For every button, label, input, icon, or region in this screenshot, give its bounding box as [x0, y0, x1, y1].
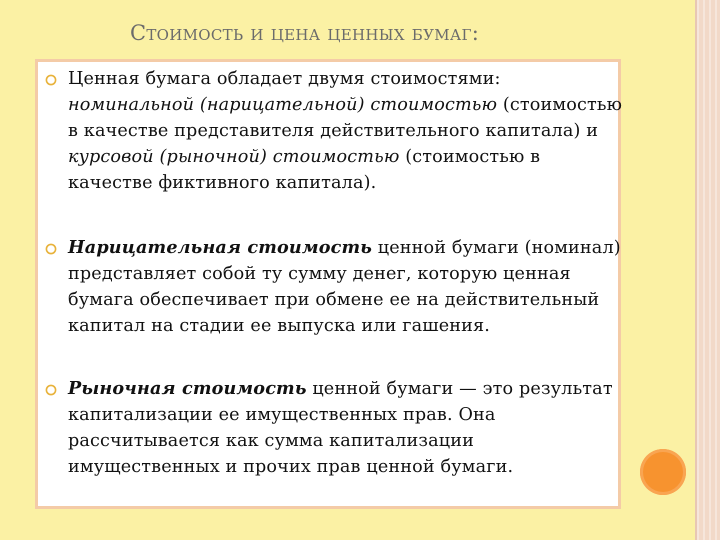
circle-outline-icon	[45, 243, 57, 255]
bullet-text-3	[68, 376, 623, 480]
content-box	[35, 59, 621, 509]
decorative-right-stripe	[697, 0, 720, 540]
bullet-2-term: Нарицательная стоимость	[68, 237, 372, 258]
bullet-1-text-a: Ценная бумага обладает двумя стоимостями:	[68, 69, 501, 89]
circle-outline-icon	[45, 384, 57, 396]
bullet-3-rest: ценной бумаги — это результат капитализации ее имущественных прав. Она рассчитывается как сумма капитализации имущественных и прочих прав ценной бумаги.	[68, 379, 613, 477]
decorative-orange-circle	[640, 449, 686, 495]
circle-outline-icon	[45, 74, 57, 86]
bullet-3-term: Рыночная стоимость	[68, 378, 307, 399]
bullet-1-emphasis-market: курсовой (рыночной) стоимостью	[68, 147, 400, 167]
slide-title: Стоимость и цена ценных бумаг:	[130, 21, 480, 45]
bullet-1-text-c: (стоимостью в качестве представителя действительного капитала) и	[68, 95, 623, 141]
bullet-text-1	[68, 66, 623, 196]
bullet-text-2	[68, 235, 623, 339]
bullet-2-rest: ценной бумаги (номинал) представляет собой ту сумму денег, которую ценная бумага обеспечивает при обмене ее на действительный капитал на стадии ее выпуска или гашения.	[68, 238, 621, 336]
bullet-1-emphasis-nominal: номинальной (нарицательной) стоимостью	[68, 95, 498, 115]
bullet-1-text-e: (стоимостью в качестве фиктивного капитала).	[68, 147, 541, 193]
